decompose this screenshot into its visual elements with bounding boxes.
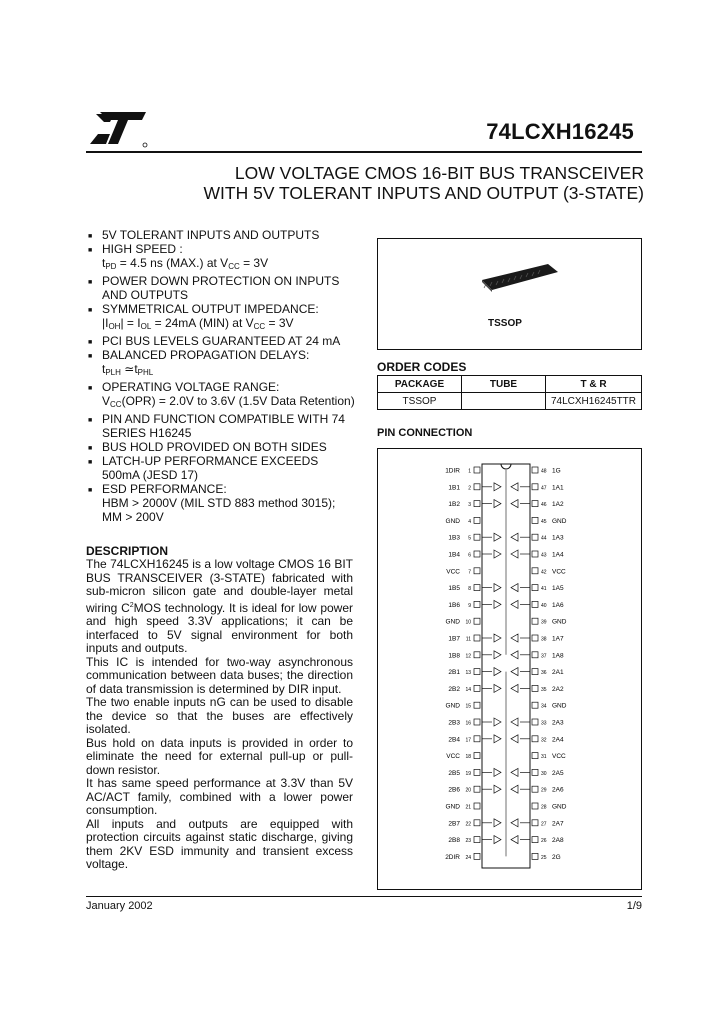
pin-label: VCC xyxy=(552,568,566,576)
pin-number: 20 xyxy=(465,787,471,794)
pin-pad xyxy=(474,652,480,658)
buffer-symbol xyxy=(511,718,518,726)
pin-number: 42 xyxy=(541,569,547,576)
buffer-symbol xyxy=(511,634,518,642)
feature-item: ■ BALANCED PROPAGATION DELAYS: $t_{PLH}$ $≃t_{PHL}$ xyxy=(88,348,310,377)
buffer-symbol xyxy=(511,483,518,491)
pin-pad xyxy=(532,702,538,708)
page-number: 1/9 xyxy=(626,900,642,912)
pin-label: 2B4 xyxy=(448,736,460,744)
pin-number: 47 xyxy=(541,485,547,492)
column-header: PACKAGE xyxy=(378,376,462,393)
table-cell xyxy=(462,393,546,410)
table-cell: 74LCXH16245TTR xyxy=(546,393,642,410)
pin-number: 8 xyxy=(468,586,471,593)
pin-number: 12 xyxy=(465,653,471,660)
pin-pad xyxy=(474,534,480,540)
pin-number: 13 xyxy=(465,670,471,677)
pin-label: 2A1 xyxy=(552,669,564,677)
buffer-symbol xyxy=(511,533,518,541)
pin-number: 35 xyxy=(541,686,547,693)
pin-number: 44 xyxy=(541,535,547,542)
buffer-symbol xyxy=(511,584,518,592)
buffer-symbol xyxy=(511,684,518,692)
feature-item: ■ SYMMETRICAL OUTPUT IMPEDANCE: $|I_{OH}| = I_{OL} = 24mA$ (MIN) at $V_{CC} = 3V$ xyxy=(88,302,319,331)
buffer-symbol xyxy=(511,600,518,608)
pin-number: 19 xyxy=(465,770,471,777)
pin-pad xyxy=(532,853,538,859)
pin-number: 18 xyxy=(465,754,471,761)
pin-pad xyxy=(532,534,538,540)
pin-pad xyxy=(474,786,480,792)
pin-number: 14 xyxy=(465,686,471,693)
pin-label: 1G xyxy=(552,467,561,475)
pin-pad xyxy=(532,635,538,641)
buffer-symbol xyxy=(511,550,518,558)
pin-pad xyxy=(532,669,538,675)
column-header: TUBE xyxy=(462,376,546,393)
pin-number: 6 xyxy=(468,552,471,559)
header-rule xyxy=(86,151,642,153)
pin-number: 21 xyxy=(465,804,471,811)
pin-number: 45 xyxy=(541,518,547,525)
buffer-symbol xyxy=(511,785,518,793)
pin-label: VCC xyxy=(446,753,460,761)
pin-number: 36 xyxy=(541,670,547,677)
package-label: TSSOP xyxy=(488,318,522,329)
pin-label: 2DIR xyxy=(445,853,460,861)
description-body xyxy=(86,558,353,872)
column-header: T & R xyxy=(546,376,642,393)
pin-label: GND xyxy=(552,702,567,710)
buffer-symbol xyxy=(494,768,501,776)
pin-label: 2A7 xyxy=(552,820,564,828)
pin-pad xyxy=(532,786,538,792)
pin-label: VCC xyxy=(446,568,460,576)
order-codes-table xyxy=(377,375,642,410)
feature-item: ■ HIGH SPEED : $t_{PD} = 4.5$ ns (MAX.) at $V_{CC} = 3V$ xyxy=(88,242,269,271)
pin-label: 1B1 xyxy=(448,484,460,492)
pin-label: 1A4 xyxy=(552,551,564,559)
pin-number: 17 xyxy=(465,737,471,744)
pin-pad xyxy=(474,837,480,843)
pin-label: GND xyxy=(445,618,460,626)
pin-number: 37 xyxy=(541,653,547,660)
pin-label: 2B8 xyxy=(448,837,460,845)
pin-label: 2B1 xyxy=(448,669,460,677)
description-heading: DESCRIPTION xyxy=(86,544,169,558)
pin-pad xyxy=(532,820,538,826)
buffer-symbol xyxy=(494,584,501,592)
pin-pad xyxy=(532,551,538,557)
feature-item: ■ ESD PERFORMANCE: HBM > 2000V (MIL STD 883 method 3015); MM > 200V xyxy=(88,482,336,524)
pin-pad xyxy=(474,501,480,507)
pin-pad xyxy=(474,484,480,490)
buffer-symbol xyxy=(494,718,501,726)
buffer-symbol xyxy=(494,483,501,491)
title-line-1: LOW VOLTAGE CMOS 16-BIT BUS TRANSCEIVER xyxy=(234,163,644,183)
pin-number: 16 xyxy=(465,720,471,727)
pin-label: 2B3 xyxy=(448,719,460,727)
pin-number: 48 xyxy=(541,468,547,475)
tssop-package-image xyxy=(478,262,560,292)
pin-label: 2A2 xyxy=(552,685,564,693)
pin-number: 7 xyxy=(468,569,471,576)
buffer-symbol xyxy=(511,819,518,827)
pin-number: 26 xyxy=(541,838,547,845)
buffer-symbol xyxy=(494,533,501,541)
pin-number: 15 xyxy=(465,703,471,710)
pin-label: 1A1 xyxy=(552,484,564,492)
pin-pad xyxy=(532,837,538,843)
pin-pad xyxy=(532,736,538,742)
buffer-symbol xyxy=(494,836,501,844)
pin-label: VCC xyxy=(552,753,566,761)
table-cell: TSSOP xyxy=(378,393,462,410)
buffer-symbol xyxy=(494,785,501,793)
title-line-2: WITH 5V TOLERANT INPUTS AND OUTPUT (3-STATE) xyxy=(203,183,644,203)
pin-label: GND xyxy=(552,517,567,525)
pin-pad xyxy=(532,719,538,725)
pin-number: 30 xyxy=(541,770,547,777)
pin-pad xyxy=(474,618,480,624)
pin-pad xyxy=(532,585,538,591)
pin-number: 28 xyxy=(541,804,547,811)
pin-label: 2B6 xyxy=(448,786,460,794)
pin-pad xyxy=(474,517,480,523)
pin-pad xyxy=(474,736,480,742)
pin-label: GND xyxy=(445,702,460,710)
pin-label: 2A4 xyxy=(552,736,564,744)
description-paragraph: It has same speed performance at 3.3V than 5V AC/ACT family, combined with a lower power consumption. xyxy=(86,776,353,817)
pin-number: 4 xyxy=(468,518,471,525)
pin-label: 1B7 xyxy=(448,635,460,643)
pin-label: 1B8 xyxy=(448,652,460,660)
pin-pad xyxy=(532,685,538,691)
pin-label: 1B4 xyxy=(448,551,460,559)
pin-label: 2A5 xyxy=(552,769,564,777)
pin-number: 46 xyxy=(541,502,547,509)
footer-date: January 2002 xyxy=(86,900,153,912)
pin-pad xyxy=(532,484,538,490)
pin-label: 2A6 xyxy=(552,786,564,794)
pin-pad xyxy=(532,467,538,473)
pin-number: 23 xyxy=(465,838,471,845)
table-header-row xyxy=(378,376,642,393)
pin-label: GND xyxy=(552,618,567,626)
pin-label: 2A8 xyxy=(552,837,564,845)
page-title xyxy=(70,163,644,203)
pin-pad xyxy=(474,719,480,725)
pin-label: GND xyxy=(445,517,460,525)
pin-pad xyxy=(474,585,480,591)
pin-label: 2B5 xyxy=(448,769,460,777)
buffer-symbol xyxy=(511,735,518,743)
pin-pad xyxy=(532,769,538,775)
pin-pad xyxy=(532,652,538,658)
order-codes-heading: ORDER CODES xyxy=(377,360,467,374)
feature-list xyxy=(88,228,358,524)
pin-number: 9 xyxy=(468,602,471,609)
buffer-symbol xyxy=(494,668,501,676)
pin-label: 1A2 xyxy=(552,501,564,509)
chip-notch xyxy=(501,464,511,469)
pin-number: 25 xyxy=(541,854,547,861)
buffer-symbol xyxy=(511,836,518,844)
pin-label: 1A3 xyxy=(552,534,564,542)
buffer-symbol xyxy=(494,550,501,558)
pin-pad xyxy=(532,753,538,759)
buffer-symbol xyxy=(494,819,501,827)
pin-number: 31 xyxy=(541,754,547,761)
pin-label: 2B7 xyxy=(448,820,460,828)
pin-label: 1A6 xyxy=(552,601,564,609)
description-paragraph: The two enable inputs nG can be used to disable the device so that the buses are effectively isolated. xyxy=(86,695,353,736)
pin-number: 5 xyxy=(468,535,471,542)
description-paragraph: Bus hold on data inputs is provided in order to eliminate the need for external pull-up or pull-down resistor. xyxy=(86,735,353,777)
pin-label: GND xyxy=(445,803,460,811)
pin-label: 1B5 xyxy=(448,585,460,593)
buffer-symbol xyxy=(494,634,501,642)
pin-pad xyxy=(474,803,480,809)
pin-pad xyxy=(474,551,480,557)
pin-pad xyxy=(474,601,480,607)
pin-connection-diagram xyxy=(430,462,582,872)
feature-item: ■ LATCH-UP PERFORMANCE EXCEEDS 500mA (JESD 17) xyxy=(88,454,319,482)
buffer-symbol xyxy=(511,500,518,508)
pin-pad xyxy=(474,853,480,859)
footer-rule xyxy=(86,896,642,897)
pin-label: GND xyxy=(552,803,567,811)
pin-label: 2G xyxy=(552,853,561,861)
pin-label: 1A5 xyxy=(552,585,564,593)
pin-pad xyxy=(532,568,538,574)
buffer-symbol xyxy=(494,684,501,692)
st-logo xyxy=(86,108,148,148)
pin-pad xyxy=(532,501,538,507)
buffer-symbol xyxy=(511,768,518,776)
pin-number: 3 xyxy=(468,502,471,509)
pin-pad xyxy=(474,702,480,708)
description-paragraph: This IC is intended for two-way asynchronous communication between data buses; the direction of data transmission is determined by DIR input. xyxy=(86,654,353,696)
feature-item: ■ PIN AND FUNCTION COMPATIBLE WITH 74 SERIES H16245 xyxy=(88,412,345,440)
pin-number: 29 xyxy=(541,787,547,794)
pin-pad xyxy=(474,467,480,473)
pin-number: 1 xyxy=(468,468,471,475)
description-paragraph: All inputs and outputs are equipped with protection circuits against static discharge, giving them 2KV ESD immunity and transient excess voltage. xyxy=(86,816,353,871)
pin-pad xyxy=(532,517,538,523)
pin-number: 32 xyxy=(541,737,547,744)
pin-number: 39 xyxy=(541,619,547,626)
buffer-symbol xyxy=(511,668,518,676)
buffer-symbol xyxy=(494,651,501,659)
buffer-symbol xyxy=(511,651,518,659)
feature-item: ■ PCI BUS LEVELS GUARANTEED AT 24 mA xyxy=(88,334,341,348)
pin-number: 33 xyxy=(541,720,547,727)
package-box xyxy=(377,238,642,350)
pin-label: 1B2 xyxy=(448,501,460,509)
pin-pad xyxy=(474,568,480,574)
pin-number: 38 xyxy=(541,636,547,643)
pin-label: 1DIR xyxy=(445,467,460,475)
pin-number: 41 xyxy=(541,586,547,593)
pin-connection-heading: PIN CONNECTION xyxy=(377,427,473,439)
pin-label: 1A8 xyxy=(552,652,564,660)
part-number: 74LCXH16245 xyxy=(486,119,634,144)
pin-pad xyxy=(532,618,538,624)
pin-pad xyxy=(474,669,480,675)
pin-pad xyxy=(474,685,480,691)
pin-number: 34 xyxy=(541,703,547,710)
pin-number: 22 xyxy=(465,821,471,828)
pin-pad xyxy=(474,769,480,775)
pin-number: 27 xyxy=(541,821,547,828)
pin-number: 10 xyxy=(465,619,471,626)
pin-pad xyxy=(474,635,480,641)
pin-number: 40 xyxy=(541,602,547,609)
table-row xyxy=(378,393,642,410)
pin-pad xyxy=(532,803,538,809)
description-paragraph: The 74LCXH16245 is a low voltage CMOS 16 BIT BUS TRANSCEIVER (3-STATE) fabricated with sub-micron silicon gate and double-layer metal wiring $C^2MOS$ technology. It is ideal for low power and high speed 3.3V applications; it can be interfaced to 5V signal environment for both inputs and outputs. xyxy=(86,557,353,655)
pin-pad xyxy=(474,820,480,826)
pin-label: 2B2 xyxy=(448,685,460,693)
pin-label: 1B3 xyxy=(448,534,460,542)
pin-pad xyxy=(474,753,480,759)
buffer-symbol xyxy=(494,600,501,608)
pin-label: 1A7 xyxy=(552,635,564,643)
pin-label: 2A3 xyxy=(552,719,564,727)
pin-pad xyxy=(532,601,538,607)
pin-number: 43 xyxy=(541,552,547,559)
pin-number: 24 xyxy=(465,854,471,861)
feature-item: ■ POWER DOWN PROTECTION ON INPUTS AND OUTPUTS xyxy=(88,274,340,302)
feature-item: ■ BUS HOLD PROVIDED ON BOTH SIDES xyxy=(88,440,327,454)
pin-number: 11 xyxy=(465,636,471,643)
pin-label: 1B6 xyxy=(448,601,460,609)
feature-item: ■ 5V TOLERANT INPUTS AND OUTPUTS xyxy=(88,228,320,242)
buffer-symbol xyxy=(494,735,501,743)
feature-item: ■ OPERATING VOLTAGE RANGE: $V_{CC}(OPR) = 2.0V$ to 3.6V (1.5V Data Retention) xyxy=(88,380,355,409)
buffer-symbol xyxy=(494,500,501,508)
pin-number: 2 xyxy=(468,485,471,492)
